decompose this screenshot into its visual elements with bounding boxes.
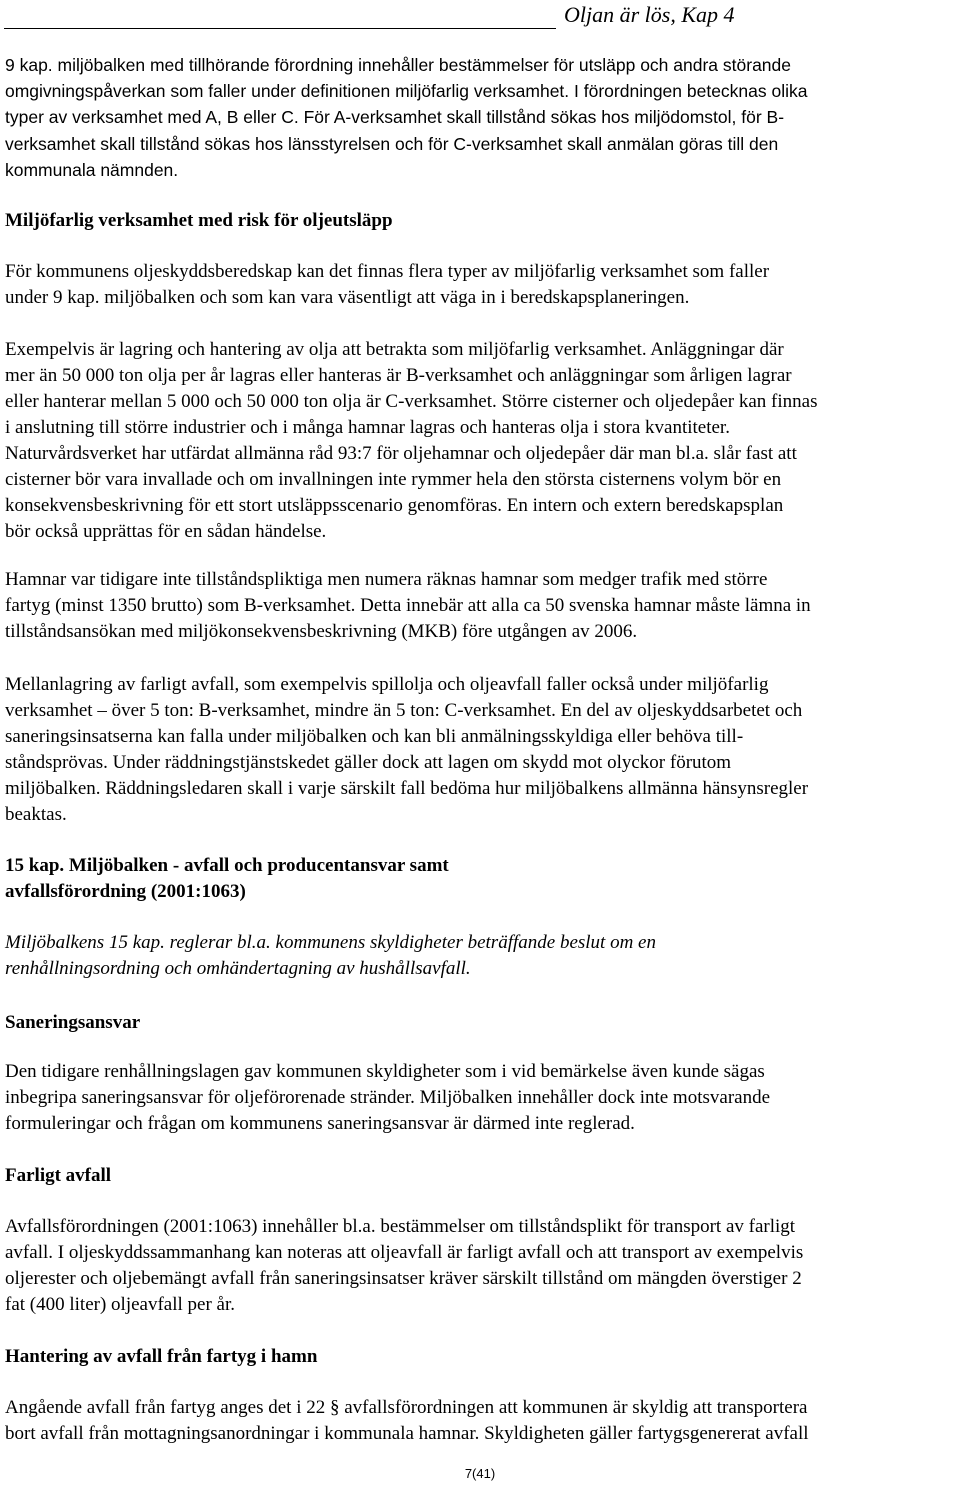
paragraph-kommunens (5, 259, 955, 311)
text-line: miljöbalken. Räddningsledaren skall i varje särskilt fall bedöma hur miljöbalkens allmänna hänsynsregler (5, 778, 809, 799)
text-line: inbegripa saneringsansvar för oljeförorenade stränder. Miljöbalken innehåller dock inte motsvarande (5, 1087, 771, 1108)
paragraph-mellanlagring (5, 672, 955, 828)
text-line: konsekvensbeskrivning för ett stort utsläppsscenario genomföras. En intern och extern beredskapsplan (5, 495, 784, 516)
text-line: renhållningsordning och omhändertagning av hushållsavfall. (5, 958, 471, 979)
text-line: 15 kap. Miljöbalken - avfall och producentansvar samt (5, 855, 449, 876)
header-rule (4, 28, 556, 29)
text-line: beaktas. (5, 804, 67, 825)
text-line: Mellanlagring av farligt avfall, som exempelvis spillolja och oljeavfall faller också under miljöfarlig (5, 674, 769, 695)
text-line: 9 kap. miljöbalken med tillhörande förordning innehåller bestämmelser för utsläpp och andra störande (5, 55, 792, 75)
paragraph-hantering (5, 1395, 955, 1447)
text-line: bör också upprättas för en sådan händelse. (5, 521, 327, 542)
paragraph-sanering (5, 1059, 955, 1137)
text-line: Den tidigare renhållningslagen gav kommunen skyldigheter som i vid bemärkelse även kunde sägas (5, 1061, 765, 1082)
text-line: mer än 50 000 ton olja per år lagras eller hanteras är B-verksamhet och anläggningar som årligen lagrar (5, 365, 792, 386)
paragraph-italic (5, 930, 955, 982)
text-line: Miljöbalkens 15 kap. reglerar bl.a. kommunens skyldigheter beträffande beslut om en (5, 932, 656, 953)
section-heading: Saneringsansvar (5, 1012, 141, 1033)
text-line: tillståndsansökan med miljökonsekvensbeskrivning (MKB) före utgången av 2006. (5, 621, 638, 642)
text-line: verksamhet – över 5 ton: B-verksamhet, mindre än 5 ton: C-verksamhet. En del av oljeskyddsarbetet och (5, 700, 803, 721)
text-line: under 9 kap. miljöbalken och som kan vara väsentligt att väga in i beredskapsplaneringen. (5, 287, 690, 308)
text-line: kommunala nämnden. (5, 159, 179, 180)
text-line: fat (400 liter) oljeavfall per år. (5, 1294, 236, 1315)
chapter-heading (5, 853, 955, 905)
text-line: i anslutning till större industrier och i många hamnar lagras och hanteras olja i stora kvantiteter. (5, 417, 730, 438)
text-line: avfallsförordning (2001:1063) (5, 881, 246, 902)
text-line: omgivningspåverkan som faller under definitionen miljöfarlig verksamhet. I förordningen betecknas olika (5, 81, 808, 102)
text-line: För kommunens oljeskyddsberedskap kan det finnas flera typer av miljöfarlig verksamhet som faller (5, 261, 770, 282)
text-line: formuleringar och frågan om kommunens saneringsansvar är därmed inte reglerad. (5, 1113, 635, 1134)
text-line: avfall. I oljeskyddssammanhang kan noteras att oljeavfall är farligt avfall och att transport av exempelvis (5, 1242, 804, 1263)
text-line: Avfallsförordningen (2001:1063) innehåller bl.a. bestämmelser om tillståndsplikt för transport av farligt (5, 1216, 796, 1237)
text-line: Exempelvis är lagring och hantering av olja att betrakta som miljöfarlig verksamhet. Anläggningar där (5, 339, 784, 360)
text-line: Naturvårdsverket har utfärdat allmänna råd 93:7 för oljehamnar och oljedepåer där man bl.a. slår fast att (5, 443, 797, 464)
section-heading: Farligt avfall (5, 1165, 112, 1186)
text-line: fartyg (minst 1350 brutto) som B-verksamhet. Detta innebär att alla ca 50 svenska hamnar måste lämna in (5, 595, 811, 616)
section-heading: Miljöfarlig verksamhet med risk för oljeutsläpp (5, 210, 393, 231)
text-line: saneringsinsatserna kan falla under miljöbalken och kan bli anmälningsskyldiga eller behöva till- (5, 726, 744, 747)
text-line: bort avfall från mottagningsanordningar i kommunala hamnar. Skyldigheten gäller fartygsgenererat avfall (5, 1423, 809, 1444)
text-line: typer av verksamhet med A, B eller C. För A-verksamhet skall tillstånd sökas hos miljödomstol, för B- (5, 107, 785, 128)
text-line: verksamhet skall tillstånd sökas hos länsstyrelsen och för C-verksamhet skall anmälan göras till den (5, 133, 779, 154)
text-line: Angående avfall från fartyg anges det i 22 § avfallsförordningen att kommunen är skyldig att transportera (5, 1397, 808, 1418)
text-line: eller hanterar mellan 5 000 och 50 000 ton olja är C-verksamhet. Större cisterner och oljedepåer kan finnas (5, 391, 818, 412)
running-header: Oljan är lös, Kap 4 (564, 2, 735, 27)
intro-paragraph (5, 52, 955, 183)
page-number: 7(41) (464, 1466, 496, 1481)
paragraph-farligt (5, 1214, 955, 1318)
text-line: Hamnar var tidigare inte tillståndspliktiga men numera räknas hamnar som medger trafik med större (5, 569, 768, 590)
text-line: ståndsprövas. Under räddningstjänstskedet gäller dock att lagen om skydd mot olyckor förutom (5, 752, 732, 773)
paragraph-hamnar (5, 567, 955, 645)
text-line: cisterner bör vara invallade och om invallningen inte rymmer hela den största cisternens volym bör en (5, 469, 782, 490)
section-heading: Hantering av avfall från fartyg i hamn (5, 1346, 318, 1367)
text-line: oljerester och oljebemängt avfall från saneringsinsatser kräver särskilt tillstånd om mängden överstiger 2 (5, 1268, 802, 1289)
paragraph-exempelvis (5, 337, 955, 545)
